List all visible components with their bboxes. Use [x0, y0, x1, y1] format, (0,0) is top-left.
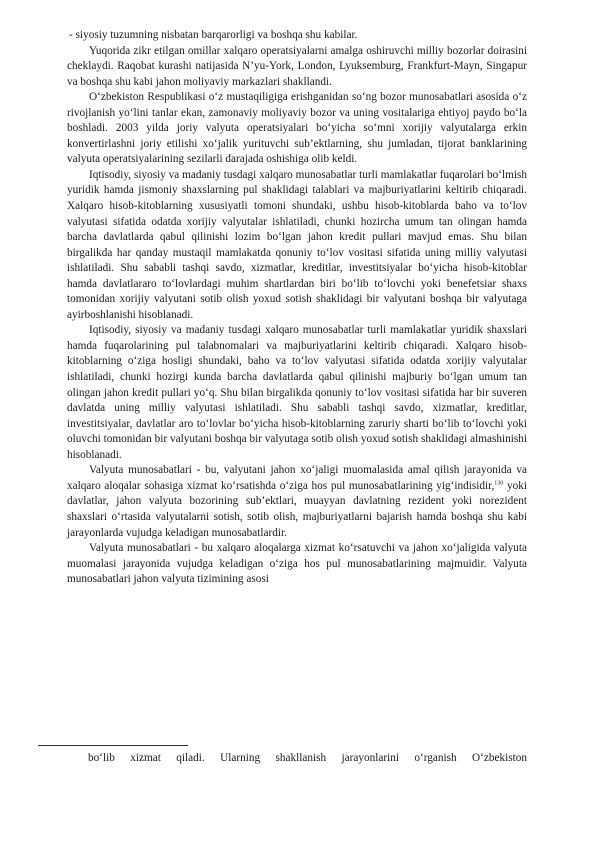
document-body — [67, 28, 527, 588]
paragraph-7: Valyuta munosabatlari - bu xalqaro aloqalarga xizmat ko‘rsatuvchi va jahon xo‘jaligida valyuta muomalasi jarayonida vujudga keladigan o‘ziga hos pul munosabatlarining majmuidir. Valyuta munosabatlari jahon valyuta tizimining asosi — [67, 542, 527, 586]
paragraph-1: - siyosiy tuzumning nisbatan barqarorligi va boshqa shu kabilar. — [69, 29, 358, 41]
paragraph-6-text-before: Valyuta munosabatlari - bu, valyutani jahon xo‘jaligi muomalasida amal qilish jarayonida va xalqaro aloqalar sohasiga xizmat ko‘rsatishda o‘ziga hos pul munosabatlarining yig‘indisidir, — [67, 464, 527, 492]
footnote-divider — [38, 745, 188, 746]
paragraph-4: Iqtisodiy, siyosiy va madaniy tusdagi xalqaro munosabatlar turli mamlakatlar fuqarolari bo‘lmish yuridik hamda jismoniy shaxslarning pul shaklidagi talablari va majburiyatlarini keltirib chiqaradi. Xalqaro hisob-kitoblarning xususiyatli tomoni shundaki, ushbu hisob-kitoblarda baho va to‘lov valyutasi sifatida odatda xorijiy valyutalar ishlatiladi, chunki hozircha umum tan olingan hamda barcha davlatlarda qabul qilinishi lozim bo‘lgan jahon kredit pullari mavjud emas. Shu bilan birgalikda har qanday mustaqil mamlakatda qonuniy to‘lov vositasi sifatida uning milliy valyutasi ishlatiladi. Shu sababli tashqi savdo, xizmatlar, kreditlar, investitsiyalar bo‘yicha hisob-kitoblar hamda davlatlararo to‘lovlardagi muhim shartlardan biri bo‘lib to‘lovchi yoki benefetsiar shaxs tomonidan xorijiy valyutani sotib olish yoxud sotish shaklidagi bir valyutani boshqa bir valyutaga ayirboshlanishi hisoblanadi. — [67, 168, 527, 321]
paragraph-2: Yuqorida zikr etilgan omillar xalqaro operatsiyalarni amalga oshiruvchi milliy bozorlar doirasini cheklaydi. Raqobat kurashi natijasida N’yu-York, London, Lyuksemburg, Frankfurt-Mayn, Singapur va boshqa shu kabi jahon moliyaviy markazlari shakllandi. — [67, 44, 527, 88]
paragraph-5: Iqtisodiy, siyosiy va madaniy tusdagi xalqaro munosabatlar turli mamlakatlar yuridik shaxslari hamda fuqarolarining pul talabnomalari va majburiyatlarini keltirib chiqaradi. Xalqaro hisob-kitoblarning o‘ziga hosligi shundaki, baho va to‘lov valyutasi sifatida odatda xorijiy valyutalar ishlatiladi, chunki hozirgi kunda barcha davlatlarda qabul qilinishi majburiy bo‘lgan umum tan olingan jahon kredit pullari yo‘q. Shu bilan birgalikda qonuniy to‘lov vositasi sifatida har bir suveren davlatda uning milliy valyutasi ishlatiladi. Shu sababli tashqi savdo, xizmatlar, kreditlar, investitsiyalar, davlatlar aro to‘lovlar bo‘yicha hisob-kitoblarning zaruriy sharti bo‘lib to‘lovchi yoki oluvchi tomonidan bir valyutani boshqa bir valyutaga sotib olish yoxud sotish shaklidagi almashinishi hisoblanadi. — [67, 324, 527, 461]
footnote-reference: 130 — [494, 480, 504, 487]
footnote-text: bo‘lib xizmat qiladi. Ularning shakllanish jarayonlarini o‘rganish O‘zbekiston — [88, 752, 527, 764]
paragraph-6 — [67, 463, 527, 541]
paragraph-6-text-after: yoki davlatlar, jahon valyuta bozorining sub’ektlari, muayyan davlatning rezident yoki norezident shaxslari o‘rtasida valyutalarni sotish, sotib olish, majburiyatlarni bajarish hamda boshqa shu kabi jarayonlarda vujudga keladigan munosabatlardir. — [67, 479, 527, 539]
paragraph-3: O‘zbekiston Respublikasi o‘z mustaqiligiga erishganidan so‘ng bozor munosabatlari asosida o‘z rivojlanish yo‘lini tanlar ekan, zamonaviy moliyaviy bozor va uning vositalariga ehtiyoj paydo bo‘la boshladi. 2003 yilda joriy valyuta operatsiyalari bo‘yicha so‘mni xorijiy valyutalarga erkin konvertirlashni joriy etilishi xo‘jalik yurituvchi sub’ektlarning, shu jumladan, tijorat banklarining valyuta operatsiyalarining sezilarli darajada oshishiga olib keldi. — [67, 91, 527, 166]
